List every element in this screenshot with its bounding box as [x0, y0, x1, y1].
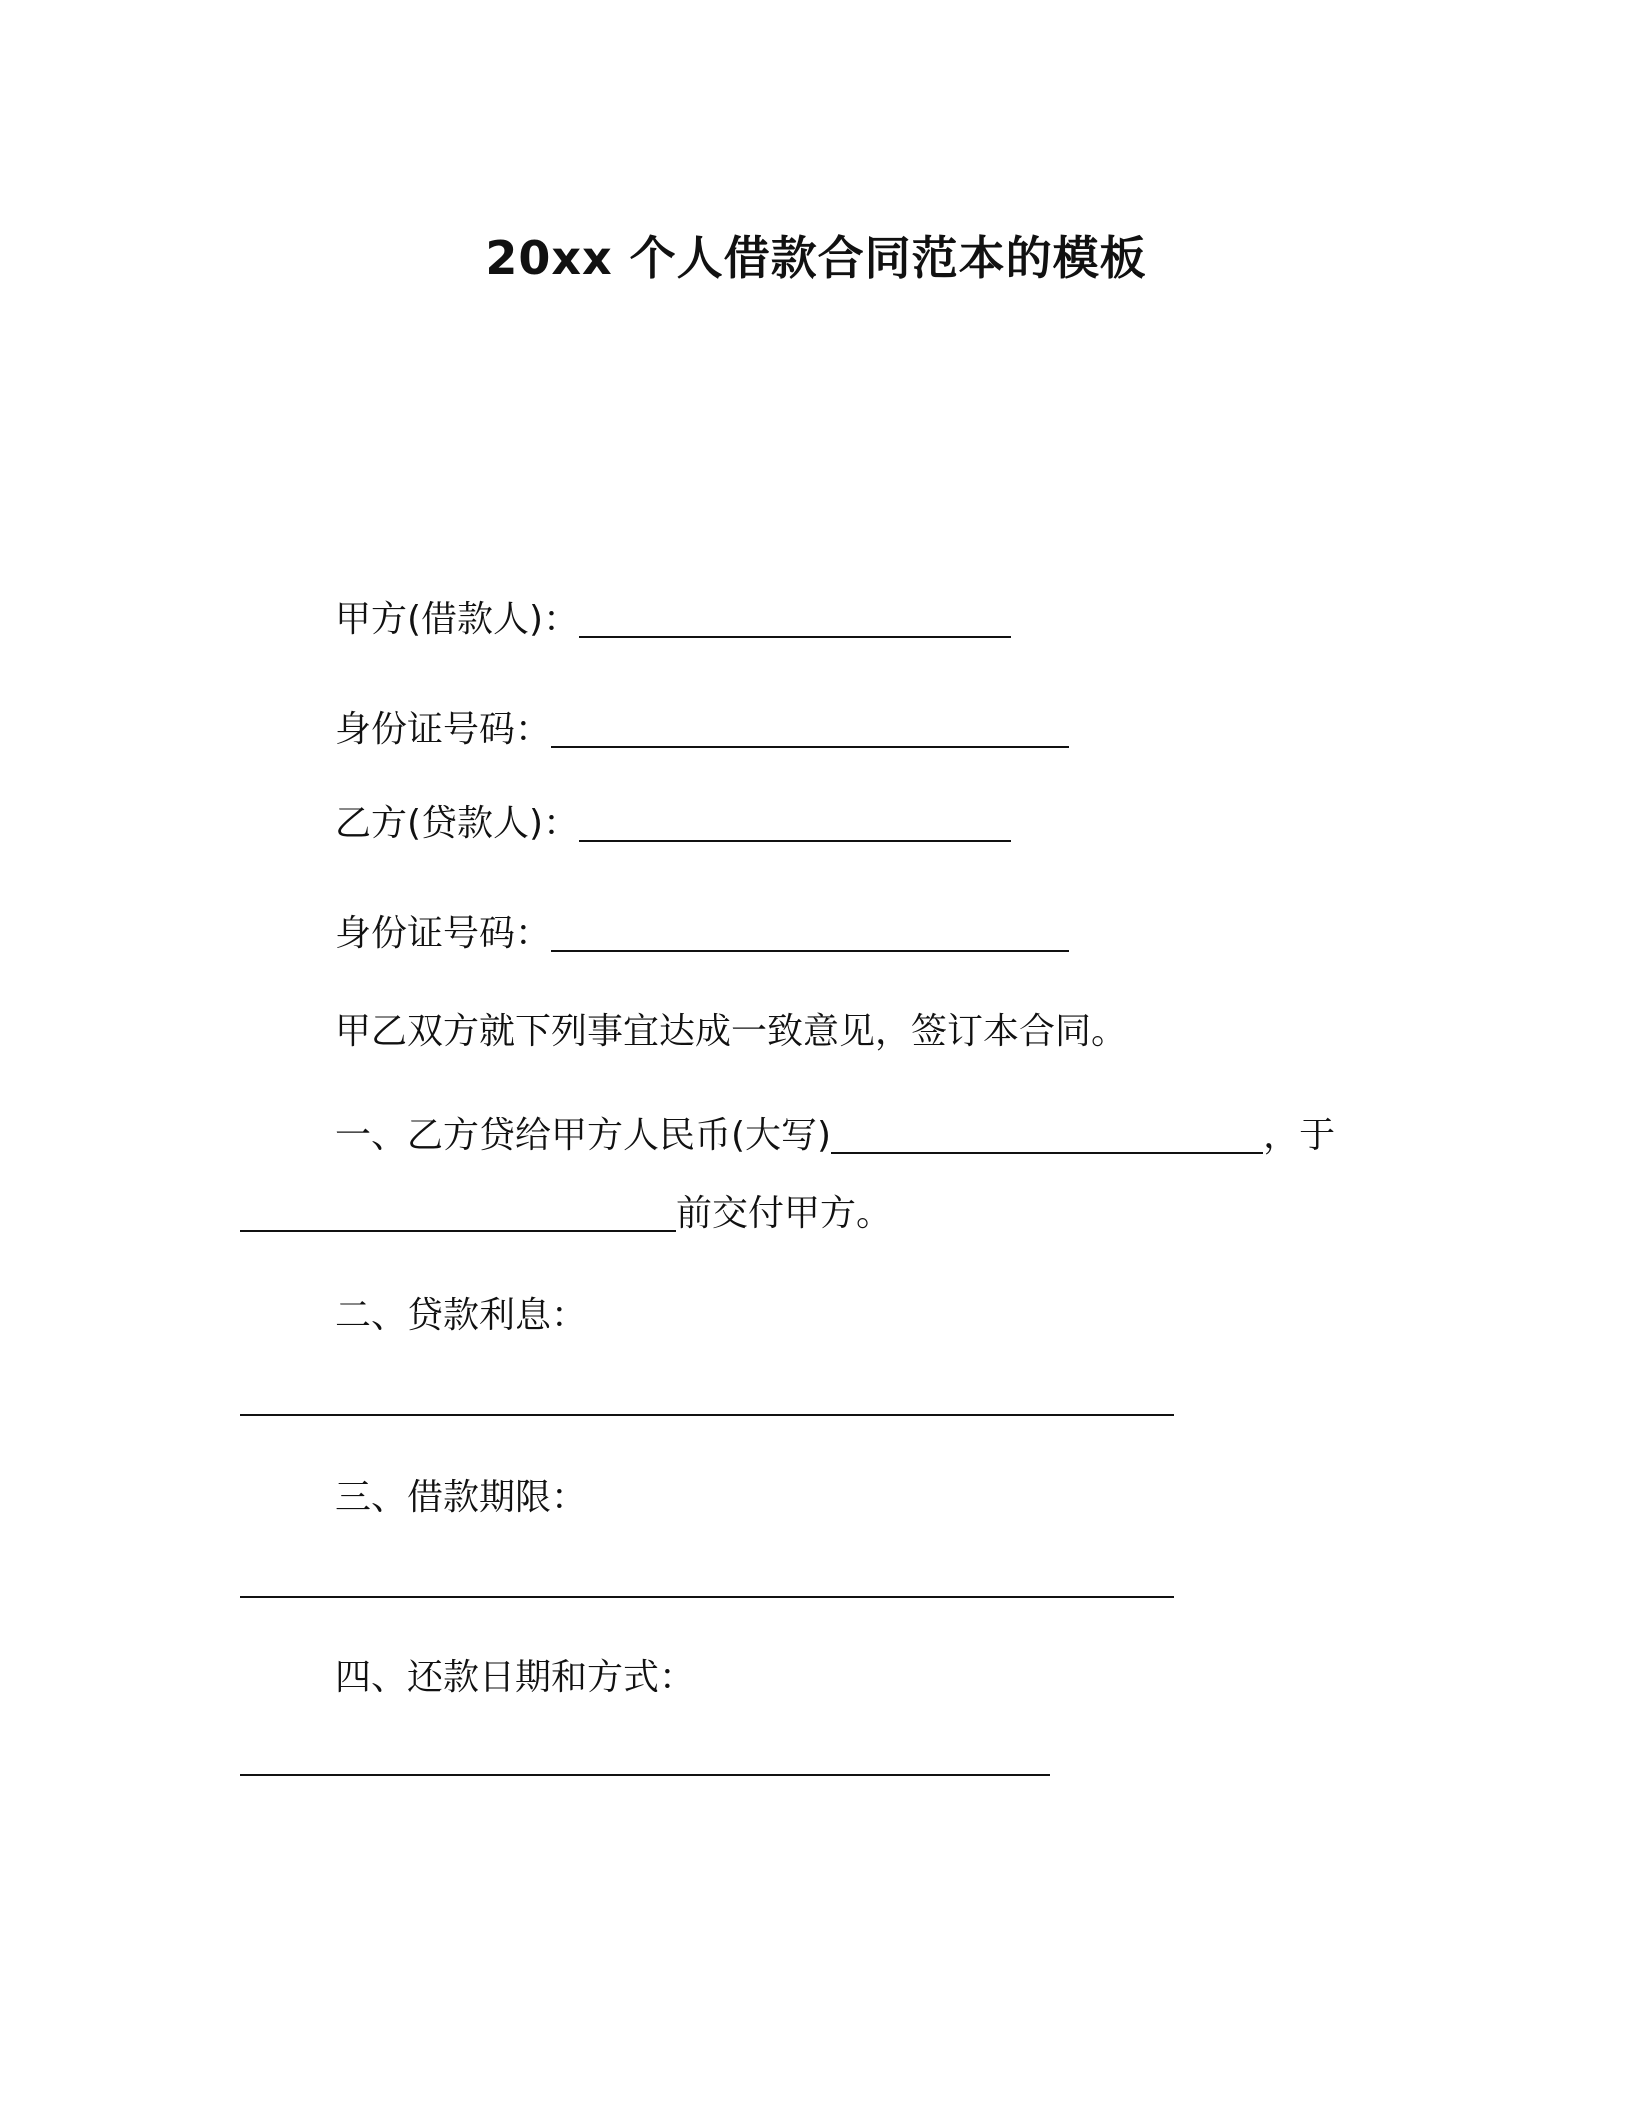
- clause-3-blank-row: [240, 1560, 1174, 1604]
- clause-4-heading: 四、还款日期和方式：: [335, 1657, 696, 1698]
- clause-3-heading: 三、借款期限：: [335, 1477, 588, 1518]
- clause-2-blank: [240, 1378, 1174, 1416]
- clause-3-heading-row: [335, 1474, 587, 1522]
- party-b-name-blank: [579, 804, 1011, 842]
- clause-1-continuation-row: [240, 1190, 892, 1238]
- party-b-id-row: [335, 910, 1069, 958]
- clause-2-heading-row: [335, 1292, 587, 1340]
- clause-1-row: [335, 1112, 1335, 1160]
- party-b-row: [335, 800, 1011, 848]
- party-a-id-row: [335, 706, 1069, 754]
- clause-4-blank: [240, 1738, 1050, 1776]
- agreement-sentence: 甲乙双方就下列事宜达成一致意见，签订本合同。: [335, 1011, 1128, 1052]
- clause-4-blank-row: [240, 1738, 1050, 1782]
- clause-1-text: 一、乙方贷给甲方人民币(大写): [335, 1115, 832, 1156]
- clause-1-mid: ，于: [1263, 1115, 1336, 1156]
- clause-2-heading: 二、贷款利息：: [335, 1295, 588, 1336]
- party-b-id-blank: [551, 914, 1069, 952]
- clause-1-amount-blank: [831, 1116, 1263, 1154]
- party-a-label: 甲方(借款人)：: [335, 599, 580, 640]
- clause-3-blank: [240, 1560, 1174, 1598]
- party-b-label: 乙方(贷款人)：: [335, 803, 580, 844]
- clause-1-end: 前交付甲方。: [676, 1193, 893, 1234]
- clause-4-heading-row: [335, 1654, 695, 1702]
- party-b-id-label: 身份证号码：: [335, 913, 552, 954]
- party-a-id-blank: [551, 710, 1069, 748]
- clause-1-date-blank: [240, 1194, 676, 1232]
- clause-2-blank-row: [240, 1378, 1174, 1422]
- agreement-row: [335, 1008, 1127, 1056]
- party-a-id-label: 身份证号码：: [335, 709, 552, 750]
- party-a-name-blank: [579, 600, 1011, 638]
- document-title: 20xx 个人借款合同范本的模板: [485, 231, 1147, 285]
- party-a-row: [335, 596, 1011, 644]
